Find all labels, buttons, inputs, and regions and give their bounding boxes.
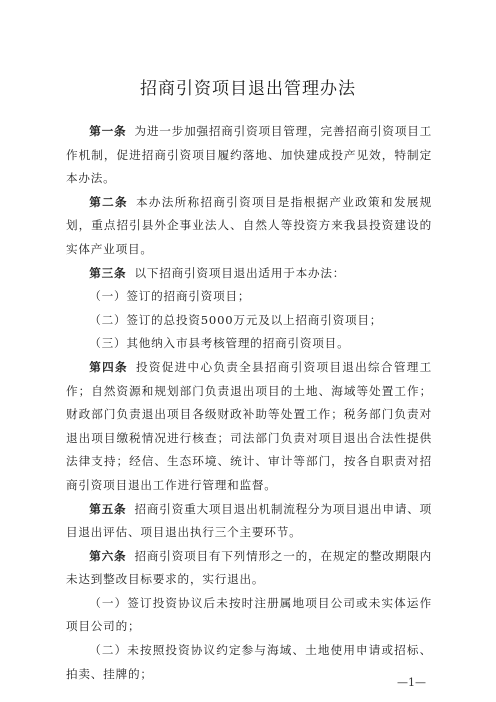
article-paragraph: [66, 191, 432, 262]
article-text: （三）其他纳入市县考核管理的招商引资项目。: [89, 336, 350, 351]
article-paragraph: [66, 639, 432, 686]
article-text: （一）签订投资协议后未按时注册属地项目公司或未实体运作项目公司的；: [66, 595, 432, 634]
article-paragraph: [66, 332, 432, 356]
document-title: 招商引资项目退出管理办法: [140, 79, 356, 99]
article-text: 为进一步加强招商引资项目管理，完善招商引资项目工作机制，促进招商引资项目履约落地、加快建成投产见效，特制定本办法。: [66, 124, 433, 186]
article-paragraph: [66, 120, 432, 191]
article-label: 第一条: [89, 124, 127, 138]
article-text: 招商引资重大项目退出机制流程分为项目退出申请、项目退出评估、项目退出执行三个主要环节。: [66, 501, 433, 540]
article-text: 以下招商引资项目退出适用于本办法：: [134, 265, 346, 280]
article-paragraph: [66, 262, 432, 286]
article-label: 第六条: [89, 548, 127, 563]
article-text: （二）未按照投资协议约定参与海域、土地使用申请或招标、拍卖、挂牌的；: [66, 643, 432, 681]
article-text: （二）签订的总投资5000万元及以上招商引资项目；: [89, 312, 383, 327]
article-paragraph: [66, 498, 432, 545]
article-paragraph: [66, 592, 432, 639]
article-paragraph: [66, 356, 432, 498]
article-label: 第五条: [89, 501, 127, 516]
article-text: 本办法所称招商引资项目是指根据产业政策和发展规划，重点招引县外企事业法人、自然人等投资方来我县投资建设的实体产业项目。: [66, 194, 433, 256]
article-paragraph: [66, 545, 432, 592]
article-text: （一）签订的招商引资项目；: [89, 289, 251, 304]
document-body: [66, 120, 432, 686]
article-label: 第三条: [89, 265, 127, 280]
article-paragraph: [66, 309, 432, 333]
article-label: 第二条: [89, 194, 128, 209]
article-text: 招商引资项目有下列情形之一的，在规定的整改期限内未达到整改目标要求的，实行退出。: [66, 548, 433, 587]
page-number: —1—: [397, 676, 426, 689]
article-label: 第四条: [89, 359, 128, 374]
article-text: 投资促进中心负责全县招商引资项目退出综合管理工作；自然资源和规划部门负责退出项目的土地、海域等处置工作；财政部门负责退出项目各级财政补助等处置工作；税务部门负责对退出项目缴税情况进行核查；司法部门负责对项目退出合法性提供法律支持；经信、生态环境、统计、审计等部门，按各自职责对招商引资项目退出工作进行管理和监督。: [66, 359, 433, 492]
article-paragraph: [66, 285, 432, 309]
